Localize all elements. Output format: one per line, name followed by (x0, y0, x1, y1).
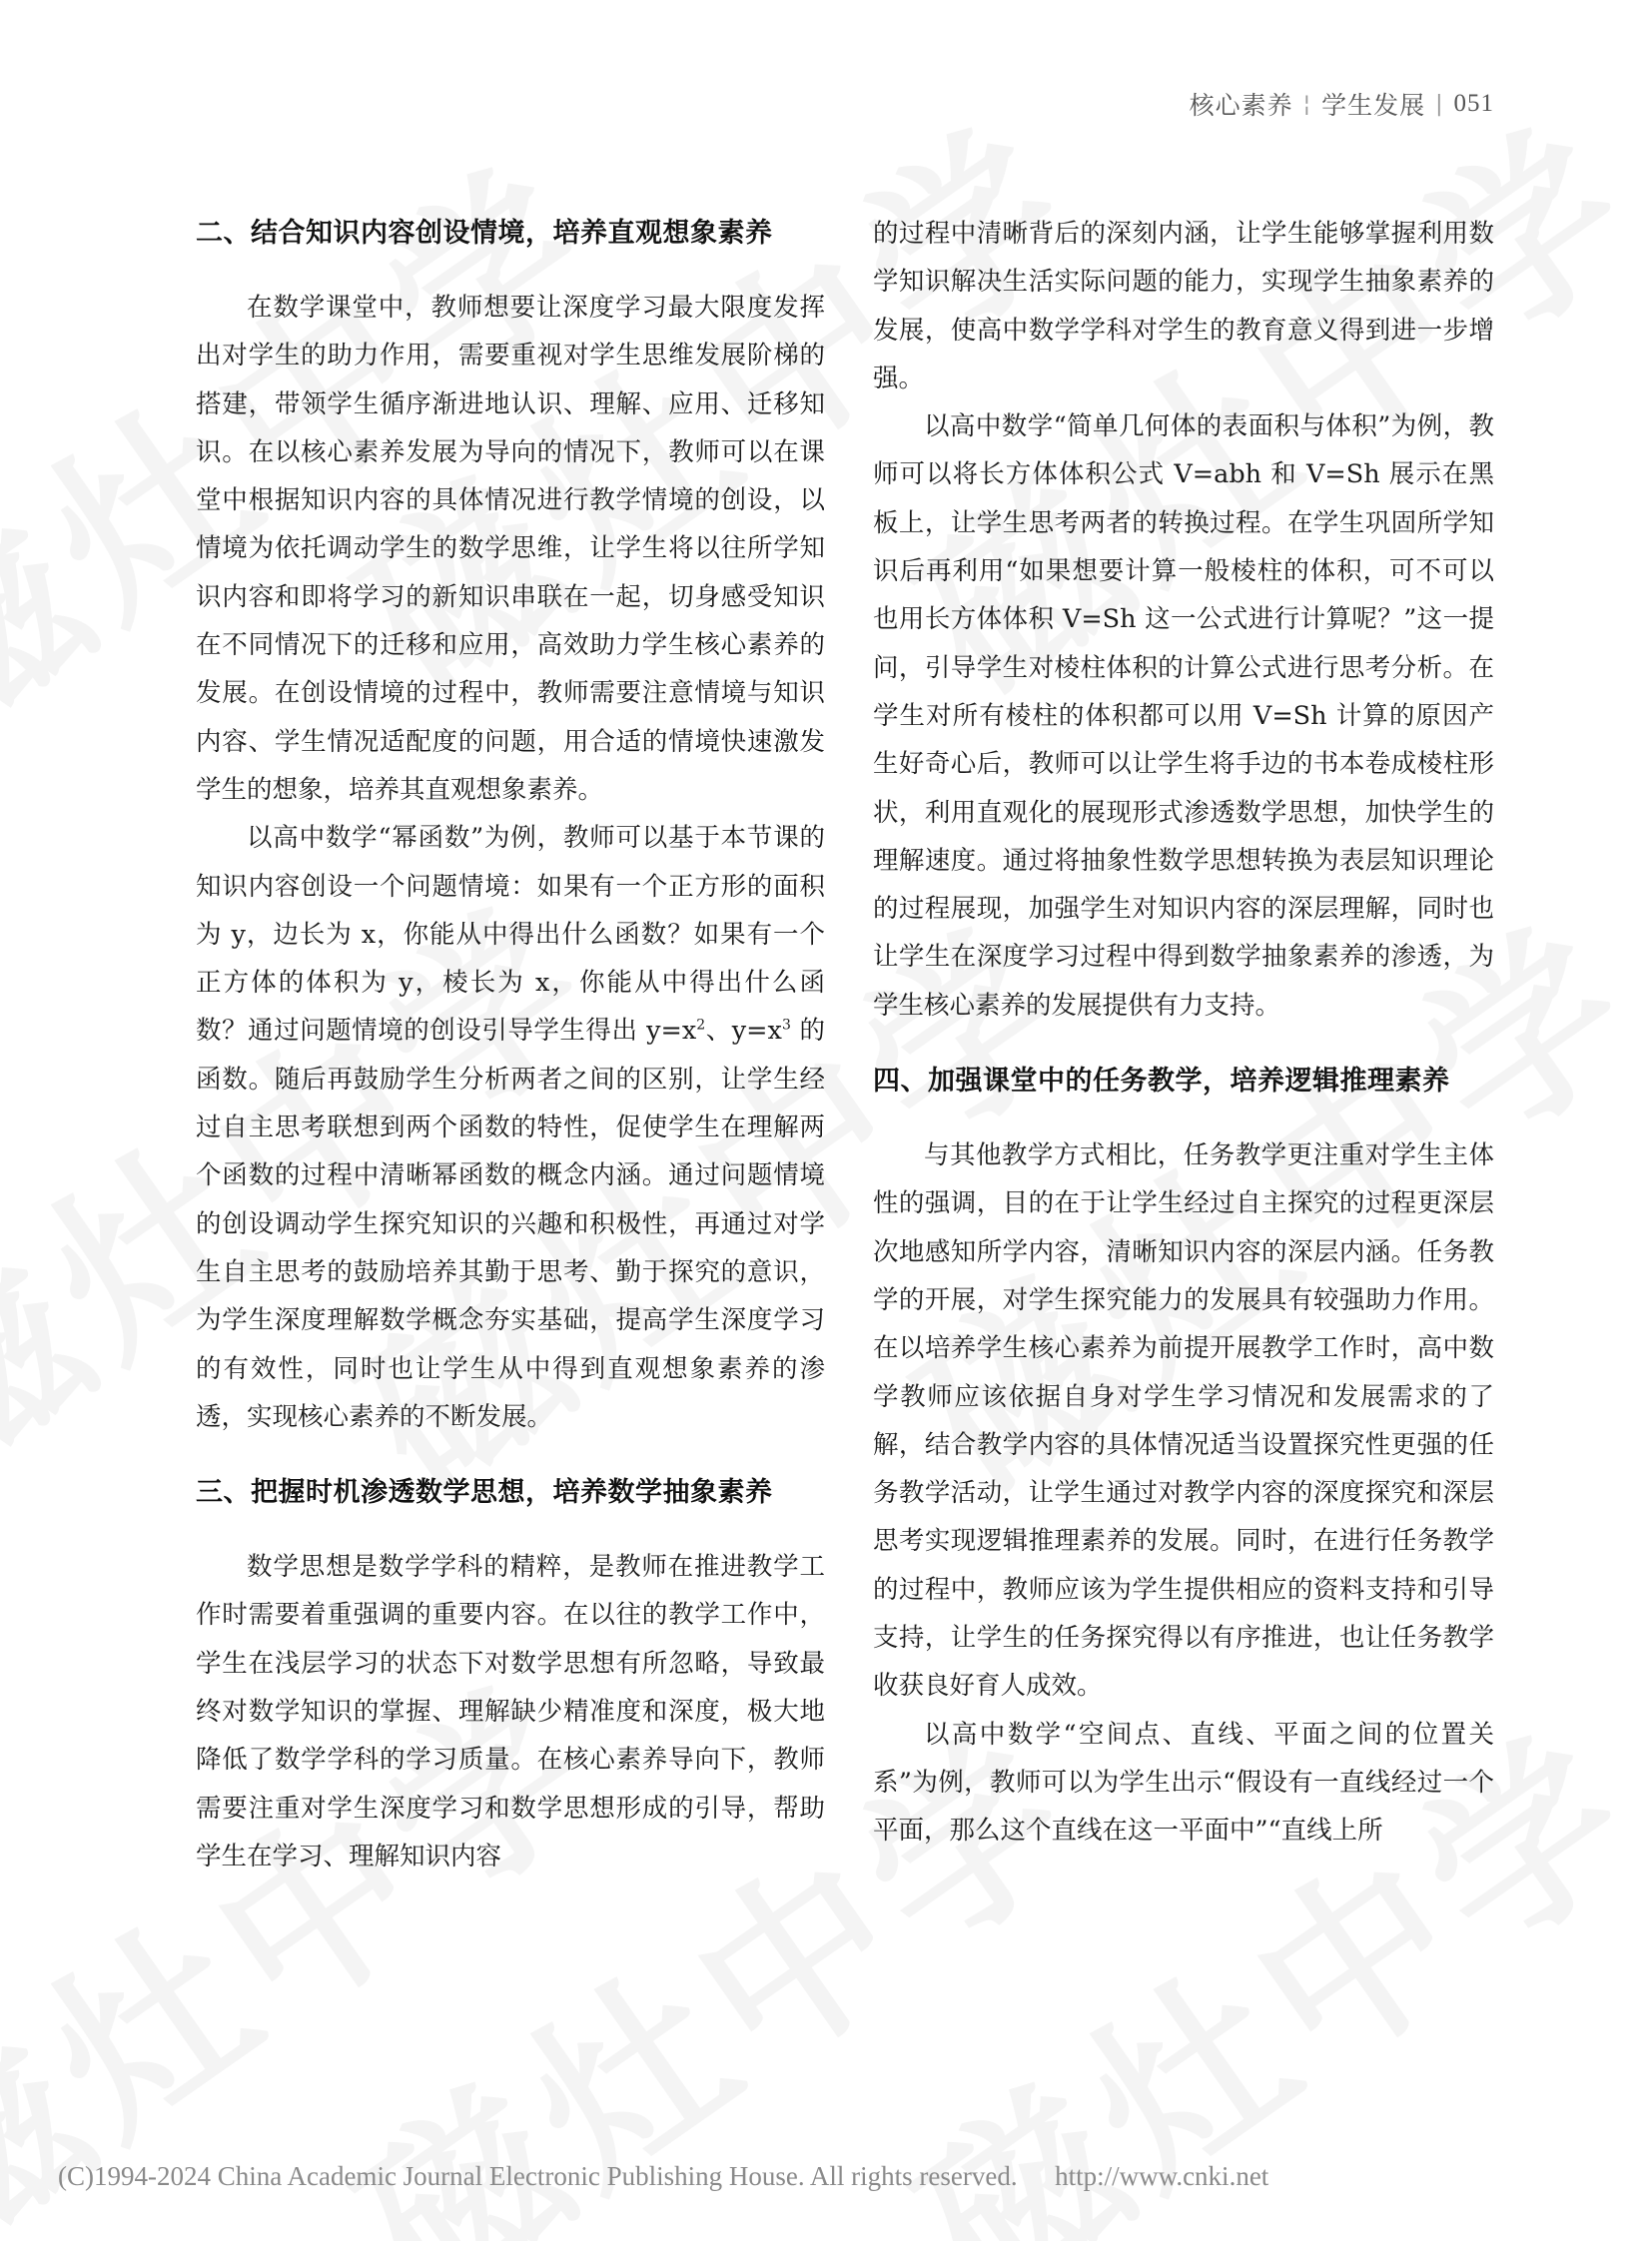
formula (646, 1016, 791, 1046)
copyright-text: (C)1994-2024 China Academic Journal Electronic Publishing House. All rights reserved. (58, 2161, 1018, 2191)
header-subsection: 学生发展 (1321, 91, 1426, 120)
paragraph: 以高中数学“空间点、直线、平面之间的位置关系”为例，教师可以为学生出示“假设有一直线经过一个平面，那么这个直线在这一平面中”“直线上所 (873, 1719, 1494, 1847)
copyright-footer (58, 2161, 1268, 2192)
section-heading-2: 二、结合知识内容创设情境，培养直观想象素养 (196, 218, 773, 249)
left-column (196, 208, 825, 1880)
paragraph: 以高中数学“简单几何体的表面积与体积”为例，教师可以将长方体体积公式 V=abh 和 V=Sh 展示在黑板上，让学生思考两者的转换过程。在学生巩固所学知识后再利用“如果想要计算一般棱柱的体积，可不可以也用长方体体积 V=Sh 这一公式进行计算呢？”这一提问，引导学生对棱柱体积的计算公式进行思考分析。在学生对所有棱柱的体积都可以用 V=Sh 计算的原因产生好奇心后，教师可以让学生将手边的书本卷成棱柱形状，利用直观化的展现形式渗透数学思想，加快学生的理解速度。通过将抽象性数学思想转换为表层知识理论的过程展现，加强学生对知识内容的深层理解，同时也让学生在深度学习过程中得到数学抽象素养的渗透，为学生核心素养的发展提供有力支持。 (873, 411, 1494, 1021)
paragraph: 在数学课堂中，教师想要让深度学习最大限度发挥出对学生的助力作用，需要重视对学生思维发展阶梯的搭建，带领学生循序渐进地认识、理解、应用、迁移知识。在以核心素养发展为导向的情况下，教师可以在课堂中根据知识内容的具体情况进行教学情境的创设，以情境为依托调动学生的数学思维，让学生将以往所学知识内容和即将学习的新知识串联在一起，切身感受知识在不同情况下的迁移和应用，高效助力学生核心素养的发展。在创设情境的过程中，教师需要注意情境与知识内容、学生情况适配度的问题，用合适的情境快速激发学生的想象，培养其直观想象素养。 (196, 293, 825, 805)
paragraph: 数学思想是数学学科的精粹，是教师在推进教学工作时需要着重强调的重要内容。在以往的教学工作中，学生在浅层学习的状态下对数学思想有所忽略，导致最终对数学知识的掌握、理解缺少精准度和深度，极大地降低了数学学科的学习质量。在核心素养导向下，教师需要注重对学生深度学习和数学思想形成的引导，帮助学生在学习、理解知识内容 (196, 1552, 825, 1871)
right-column (873, 210, 1494, 1856)
formula-base: y=x (646, 1016, 697, 1047)
running-header (1190, 86, 1494, 122)
formula-separator: 、 (705, 1016, 732, 1047)
paragraph: 与其他教学方式相比，任务教学更注重对学生主体性的强调，目的在于让学生经过自主探究的过程更深层次地感知所学内容，清晰知识内容的深层内涵。任务教学的开展，对学生探究能力的发展具有较强助力作用。在以培养学生核心素养为前提开展教学工作时，高中数学教师应该依据自身对学生学习情况和发展需求的了解，结合教学内容的具体情况适当设置探究性更强的任务教学活动，让学生通过对教学内容的深度探究和深层思考实现逻辑推理素养的发展。同时，在进行任务教学的过程中，教师应该为学生提供相应的资料支持和引导支持，让学生的任务探究得以有序推进，也让任务教学收获良好育人成效。 (873, 1140, 1494, 1702)
paragraph-text: 的函数。随后再鼓励学生分析两者之间的区别，让学生经过自主思考联想到两个函数的特性，促使学生在理解两个函数的过程中清晰幂函数的概念内涵。通过问题情境的创设调动学生探究知识的兴趣和积极性，再通过对学生自主思考的鼓励培养其勤于思考、勤于探究的意识，为学生深度理解数学概念夯实基础，提高学生深度学习的有效性，同时也让学生从中得到直观想象素养的渗透，实现核心素养的不断发展。 (196, 1016, 825, 1432)
header-section: 核心素养 (1189, 91, 1293, 120)
header-divider: ¦ (1302, 91, 1312, 117)
section-heading-4: 四、加强课堂中的任务教学，培养逻辑推理素养 (873, 1066, 1450, 1098)
footer-url: http://www.cnki.net (1055, 2161, 1269, 2191)
section-heading-3: 三、把握时机渗透数学思想，培养数学抽象素养 (196, 1477, 773, 1509)
header-divider: | (1435, 91, 1444, 117)
formula-exponent: 3 (781, 1017, 791, 1034)
paragraph-continued: 的过程中清晰背后的深刻内涵，让学生能够掌握利用数学知识解决生活实际问题的能力，实现学生抽象素养的发展，使高中数学学科对学生的教育意义得到进一步增强。 (873, 219, 1494, 393)
formula-base: y=x (731, 1016, 782, 1047)
paragraph-text: 以高中数学“幂函数”为例，教师可以基于本节课的知识内容创设一个问题情境：如果有一个正方形的面积为 y，边长为 x，你能从中得出什么函数？如果有一个正方体的体积为 y，棱长为 x，你能从中得出什么函数？通过问题情境的创设引导学生得出 (196, 823, 825, 1047)
page-number: 051 (1453, 90, 1494, 117)
paragraph (196, 814, 825, 1441)
formula-exponent: 2 (696, 1017, 706, 1034)
